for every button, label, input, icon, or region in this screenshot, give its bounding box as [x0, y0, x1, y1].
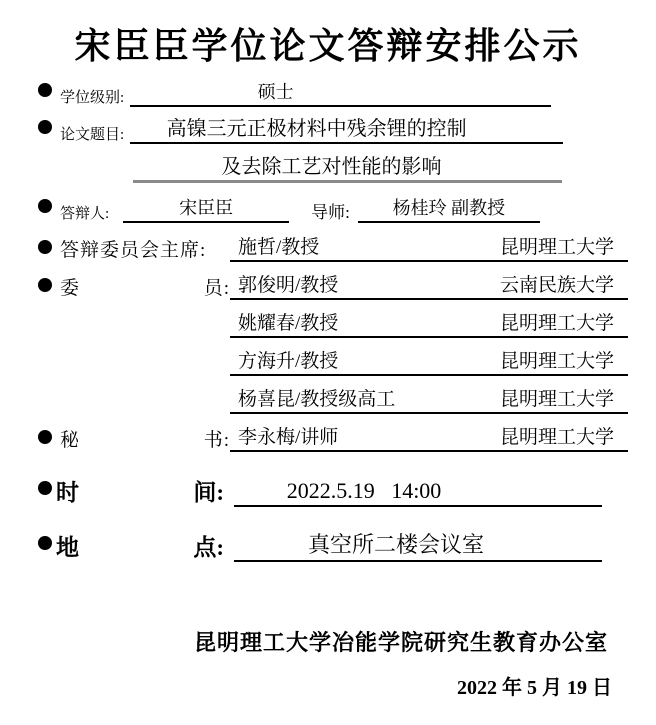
- member-name: 郭俊明/教授: [238, 275, 339, 296]
- bullet-icon: [38, 278, 52, 292]
- chair-row: [0, 234, 628, 262]
- bullet-icon: [38, 240, 52, 254]
- thesis-title-row: [0, 116, 563, 144]
- advisor-value: 杨桂玲 副教授: [392, 198, 506, 218]
- thesis-label: 论文题目:: [60, 127, 125, 143]
- member-institution: 昆明理工大学: [499, 389, 614, 410]
- committee-member-row: [230, 310, 628, 338]
- member-institution: 昆明理工大学: [499, 351, 614, 372]
- defender-label: 答辩人:: [60, 206, 110, 222]
- place-label-left: 地: [56, 535, 79, 560]
- place-label: [56, 529, 224, 562]
- degree-value: 硕士: [257, 82, 294, 102]
- place-row: [0, 529, 602, 562]
- member-institution: 云南民族大学: [499, 275, 614, 296]
- time-field: [234, 474, 602, 507]
- secretary-label: [60, 425, 230, 452]
- place-label-right: 点:: [193, 535, 224, 560]
- member-institution: 昆明理工大学: [499, 313, 614, 334]
- degree-label: 学位级别:: [60, 90, 125, 106]
- member-label: [60, 273, 230, 300]
- bullet-icon: [38, 536, 52, 550]
- bullet-icon: [38, 430, 52, 444]
- page-title: 宋臣臣学位论文答辩安排公示: [74, 25, 582, 66]
- degree-field: [130, 80, 551, 107]
- committee-member-row: [230, 386, 628, 414]
- member-field: [230, 386, 628, 414]
- defender-row: [0, 195, 540, 223]
- member-field: [230, 310, 628, 338]
- member-name: 杨喜昆/教授级高工: [238, 389, 396, 410]
- bullet-icon: [38, 481, 52, 495]
- thesis-value-line2: 及去除工艺对性能的影响: [221, 156, 442, 178]
- secretary-institution: 昆明理工大学: [499, 427, 614, 448]
- member-label-left: 委: [60, 278, 81, 299]
- secretary-row: [0, 424, 628, 452]
- secretary-label-right: 书:: [203, 430, 230, 451]
- time-label-right: 间:: [193, 480, 224, 505]
- advisor-field: [358, 195, 540, 223]
- bullet-icon: [38, 199, 52, 213]
- member-label-right: 员:: [203, 278, 230, 299]
- bullet-icon: [38, 120, 52, 134]
- chair-field: [230, 234, 628, 262]
- member-name: 方海升/教授: [238, 351, 339, 372]
- place-field: [234, 529, 602, 562]
- member-field: [230, 348, 628, 376]
- secretary-label-left: 秘: [60, 430, 81, 451]
- chair-label: 答辩委员会主席:: [60, 240, 207, 261]
- secretary-name: 李永梅/讲师: [238, 427, 339, 448]
- advisor-label: 导师:: [311, 203, 350, 222]
- chair-institution: 昆明理工大学: [499, 237, 614, 258]
- footer-organization: 昆明理工大学冶能学院研究生教育办公室: [193, 630, 608, 655]
- thesis-value-line1: 高镍三元正极材料中残余锂的控制: [166, 118, 467, 140]
- footer-date: 2022 年 5 月 19 日: [457, 677, 612, 699]
- member-name: 姚耀春/教授: [238, 313, 339, 334]
- time-label-left: 时: [56, 480, 79, 505]
- bullet-icon: [38, 83, 52, 97]
- thesis-field-line1: [130, 116, 563, 144]
- defender-field: [123, 195, 289, 223]
- time-label: [56, 474, 224, 507]
- member-field: [230, 272, 628, 300]
- thesis-title-row-2: [133, 154, 562, 183]
- time-value: 2022.5.19 14:00: [286, 478, 442, 503]
- place-value: 真空所二楼会议室: [307, 532, 484, 557]
- defender-value: 宋臣臣: [179, 198, 234, 218]
- degree-row: [0, 80, 551, 107]
- thesis-field-line2: [133, 154, 562, 183]
- committee-member-row: [230, 348, 628, 376]
- chair-name: 施哲/教授: [238, 237, 320, 258]
- time-row: [0, 474, 602, 507]
- committee-member-row: [0, 272, 628, 300]
- secretary-field: [230, 424, 628, 452]
